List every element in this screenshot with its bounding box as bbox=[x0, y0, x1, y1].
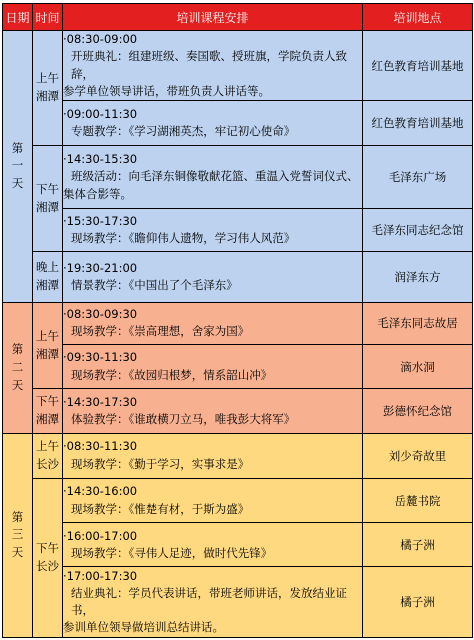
activity-desc: 情景教学：《中国出了个毛泽东》 bbox=[71, 278, 238, 293]
location-cell: 润泽东方 bbox=[363, 252, 473, 302]
activity-desc: 现场教学：《惟楚有材，于斯为盛》 bbox=[71, 501, 250, 516]
location-cell: 岳麓书院 bbox=[363, 478, 473, 522]
location-cell: 红色教育培训基地 bbox=[363, 31, 473, 101]
activity-desc: 集体合影等。 bbox=[63, 186, 132, 201]
table-row bbox=[3, 567, 473, 638]
location-cell: 橘子洲 bbox=[363, 567, 473, 638]
activity-cell bbox=[63, 389, 363, 433]
location-cell: 滴水洞 bbox=[363, 345, 473, 389]
activity-time: ·09:00-11:30 bbox=[63, 106, 138, 121]
header-row bbox=[3, 4, 473, 31]
activity-time: ·15:30-17:30 bbox=[63, 214, 138, 229]
location-cell: 橘子洲 bbox=[363, 523, 473, 567]
location-cell: 彭德怀纪念馆 bbox=[363, 389, 473, 433]
day-label: 第 二 天 bbox=[3, 302, 33, 433]
table-row bbox=[3, 145, 473, 208]
activity-cell bbox=[63, 523, 363, 567]
location-cell: 毛泽东同志纪念馆 bbox=[363, 209, 473, 252]
header-day: 日期 bbox=[3, 4, 33, 31]
activity-time: ·09:30-11:30 bbox=[63, 350, 138, 365]
activity-time: ·08:30-09:00 bbox=[63, 32, 138, 47]
table-row bbox=[3, 209, 473, 252]
activity-cell bbox=[63, 101, 363, 145]
activity-desc: 现场教学：《故园归根梦，情系韶山冲》 bbox=[71, 367, 273, 382]
header-time: 时间 bbox=[33, 4, 63, 31]
activity-desc: 现场教学：《瞻仰伟人遗物，学习伟人风范》 bbox=[71, 231, 296, 246]
period-label: 上午 湘潭 bbox=[33, 302, 63, 389]
header-location: 培训地点 bbox=[363, 4, 473, 31]
activity-time: ·14:30-17:30 bbox=[63, 394, 138, 409]
day-label: 第 一 天 bbox=[3, 31, 33, 303]
activity-time: ·08:30-11:30 bbox=[63, 439, 138, 454]
activity-cell bbox=[63, 252, 363, 302]
table-row bbox=[3, 433, 473, 478]
activity-time: ·19:30-21:00 bbox=[63, 260, 138, 275]
period-label: 下午 湘潭 bbox=[33, 389, 63, 433]
activity-desc: 结业典礼：学员代表讲话，带班老师讲话，发放结业证书， bbox=[71, 585, 347, 618]
day-label: 第 三 天 bbox=[3, 433, 33, 637]
activity-desc: 现场教学：《勤于学习，实事求是》 bbox=[71, 456, 250, 471]
activity-desc: 参学单位领导讲话，带班负责人讲话等。 bbox=[63, 83, 270, 98]
location-cell: 红色教育培训基地 bbox=[363, 101, 473, 145]
activity-time: ·16:00-17:00 bbox=[63, 528, 138, 543]
table-row bbox=[3, 523, 473, 567]
activity-cell bbox=[63, 302, 363, 344]
activity-time: ·08:30-09:30 bbox=[63, 307, 138, 322]
table-row bbox=[3, 252, 473, 302]
activity-cell bbox=[63, 345, 363, 389]
period-label: 下午 长沙 bbox=[33, 478, 63, 637]
activity-cell bbox=[63, 478, 363, 522]
period-label: 晚上 湘潭 bbox=[33, 252, 63, 302]
activity-desc: 现场教学：《寻伟人足迹，做时代先锋》 bbox=[71, 545, 273, 560]
table-row bbox=[3, 345, 473, 389]
period-label: 下午 湘潭 bbox=[33, 145, 63, 252]
activity-time: ·17:00-17:30 bbox=[63, 568, 138, 583]
activity-cell bbox=[63, 433, 363, 478]
header-schedule: 培训课程安排 bbox=[63, 4, 363, 31]
activity-time: ·14:30-16:00 bbox=[63, 484, 138, 499]
activity-desc: 开班典礼：组建班级、奏国歌、授班旗，学院负责人致辞， bbox=[71, 49, 347, 81]
table-row bbox=[3, 478, 473, 522]
schedule-table bbox=[2, 3, 473, 638]
activity-desc: 参训单位领导做培训总结讲话。 bbox=[63, 620, 224, 635]
table-row bbox=[3, 101, 473, 145]
activity-cell bbox=[63, 145, 363, 208]
period-label: 上午 湘潭 bbox=[33, 31, 63, 146]
location-cell: 毛泽东广场 bbox=[363, 145, 473, 208]
table-row bbox=[3, 389, 473, 433]
activity-desc: 体验教学：《谁敢横刀立马，唯我彭大将军》 bbox=[71, 411, 296, 426]
table-row bbox=[3, 31, 473, 101]
activity-cell bbox=[63, 31, 363, 101]
activity-cell bbox=[63, 209, 363, 252]
period-label: 上午 长沙 bbox=[33, 433, 63, 478]
activity-desc: 班级活动：向毛泽东铜像敬献花篮、重温入党誓词仪式、 bbox=[71, 169, 359, 184]
activity-time: ·14:30-15:30 bbox=[63, 152, 138, 167]
activity-desc: 现场教学：《崇高理想，舍家为国》 bbox=[71, 324, 250, 339]
location-cell: 毛泽东同志故居 bbox=[363, 302, 473, 344]
table-row bbox=[3, 302, 473, 344]
activity-desc: 专题教学：《学习湖湘英杰，牢记初心使命》 bbox=[71, 124, 296, 139]
location-cell: 刘少奇故里 bbox=[363, 433, 473, 478]
activity-cell bbox=[63, 567, 363, 638]
